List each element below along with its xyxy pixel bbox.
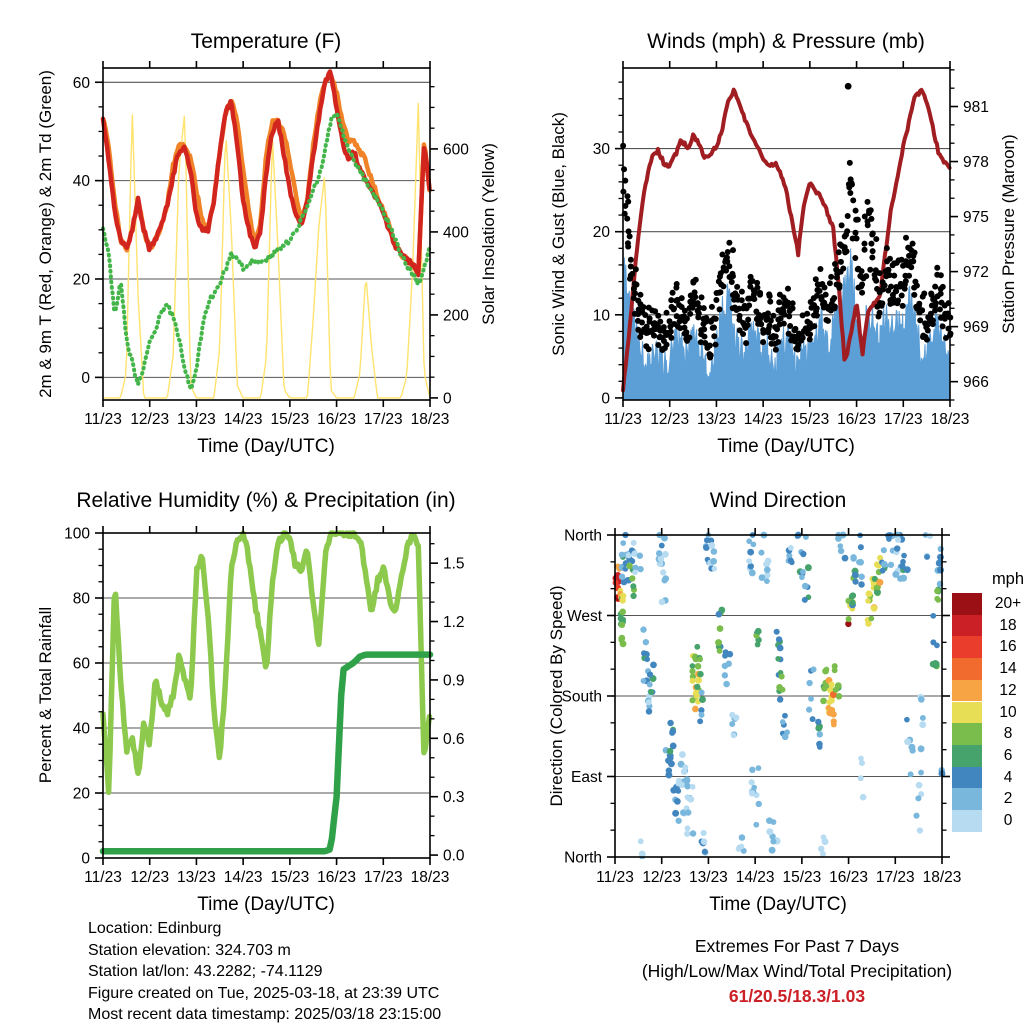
- svg-text:13/23: 13/23: [697, 411, 736, 428]
- svg-text:14/23: 14/23: [735, 869, 775, 886]
- svg-text:981: 981: [963, 99, 989, 117]
- legend-label-6: 6: [1003, 746, 1013, 764]
- svg-text:969: 969: [963, 319, 989, 337]
- svg-text:975: 975: [963, 209, 989, 227]
- svg-text:20: 20: [72, 271, 90, 289]
- svg-text:60: 60: [72, 655, 90, 673]
- svg-text:10: 10: [592, 307, 610, 325]
- footer-location: Location: Edinburg: [88, 920, 222, 937]
- svg-text:0.6: 0.6: [443, 730, 465, 748]
- svg-text:600: 600: [443, 141, 469, 159]
- svg-text:60: 60: [72, 74, 90, 92]
- y-label-direction-left: Direction (Colored By Speed): [547, 585, 566, 807]
- x-axis-title-temperature: Time (Day/UTC): [197, 436, 335, 457]
- svg-text:20: 20: [592, 224, 610, 242]
- extremes-subtitle: (High/Low/Max Wind/Total Precipitation): [641, 961, 953, 981]
- svg-text:14/23: 14/23: [223, 869, 263, 886]
- legend-label-2: 2: [1003, 790, 1013, 808]
- svg-text:18/23: 18/23: [410, 411, 450, 428]
- station-footer: [88, 918, 441, 1024]
- legend-swatch-20+: [952, 593, 982, 615]
- svg-text:18/23: 18/23: [922, 869, 962, 886]
- chart-title-winds: Winds (mph) & Pressure (mb): [647, 30, 925, 53]
- svg-text:100: 100: [64, 525, 90, 543]
- svg-text:1.5: 1.5: [443, 555, 465, 573]
- svg-text:North: North: [564, 527, 602, 545]
- svg-text:13/23: 13/23: [177, 411, 216, 428]
- svg-text:966: 966: [963, 374, 989, 392]
- y-label-pressure-right: Station Pressure (Maroon): [999, 134, 1018, 334]
- svg-text:16/23: 16/23: [317, 869, 356, 886]
- svg-text:30: 30: [592, 141, 610, 159]
- svg-text:1.2: 1.2: [443, 614, 465, 632]
- svg-text:North: North: [564, 849, 602, 867]
- svg-text:20: 20: [72, 785, 90, 803]
- svg-text:0: 0: [601, 390, 610, 408]
- legend-label-0: 0: [1003, 812, 1013, 829]
- svg-text:12/23: 12/23: [130, 869, 170, 886]
- svg-text:17/23: 17/23: [875, 869, 915, 886]
- legend-swatch-2: [952, 788, 982, 810]
- temperature-series: [103, 72, 430, 398]
- legend-swatch-18: [952, 615, 982, 637]
- svg-text:15/23: 15/23: [270, 869, 310, 886]
- legend-swatch-8: [952, 723, 982, 745]
- wind-direction-chart: [561, 528, 961, 887]
- legend-swatch-4: [952, 767, 982, 789]
- series-total-rainfall: [103, 655, 430, 852]
- legend-label-14: 14: [999, 660, 1017, 678]
- legend-label-8: 8: [1003, 725, 1013, 743]
- extremes-title: Extremes For Past 7 Days: [694, 936, 900, 956]
- legend-swatch-14: [952, 658, 982, 680]
- svg-text:16/23: 16/23: [829, 869, 868, 886]
- svg-text:0.9: 0.9: [443, 672, 465, 690]
- legend-label-4: 4: [1003, 768, 1013, 786]
- y-label-humidity-left: Percent & Total Rainfall: [36, 606, 55, 784]
- svg-text:18/23: 18/23: [410, 869, 450, 886]
- svg-text:12/23: 12/23: [642, 869, 682, 886]
- humidity-precip-series: [103, 533, 430, 851]
- chart-title-humidity: Relative Humidity (%) & Precipitation (in): [76, 489, 456, 512]
- svg-text:16/23: 16/23: [837, 411, 876, 428]
- svg-text:18/23: 18/23: [930, 411, 970, 428]
- svg-text:17/23: 17/23: [363, 869, 403, 886]
- svg-text:14/23: 14/23: [743, 411, 783, 428]
- svg-text:13/23: 13/23: [689, 869, 728, 886]
- svg-text:40: 40: [72, 173, 90, 191]
- svg-text:East: East: [570, 769, 602, 786]
- svg-text:11/23: 11/23: [84, 869, 122, 886]
- svg-text:978: 978: [963, 154, 989, 172]
- svg-text:15/23: 15/23: [270, 411, 310, 428]
- series-2m-temp: [103, 72, 430, 276]
- svg-text:15/23: 15/23: [790, 411, 830, 428]
- y-label-temperature-left: 2m & 9m T (Red, Orange) & 2m Td (Green): [36, 70, 55, 398]
- svg-text:400: 400: [443, 224, 469, 242]
- svg-text:0: 0: [443, 390, 452, 408]
- footer-timestamp: Most recent data timestamp: 2025/03/18 23:15:00: [88, 1006, 442, 1023]
- svg-text:11/23: 11/23: [84, 411, 122, 428]
- y-label-wind-left: Sonic Wind & Gust (Blue, Black): [549, 112, 568, 356]
- svg-text:14/23: 14/23: [223, 411, 263, 428]
- extremes-block: [547, 934, 1024, 1009]
- temperature-chart: [73, 61, 469, 428]
- x-axis-title-winds: Time (Day/UTC): [717, 436, 855, 457]
- svg-text:12/23: 12/23: [650, 411, 690, 428]
- legend-swatch-16: [952, 636, 982, 658]
- extremes-values: 61/20.5/18.3/1.03: [728, 986, 866, 1006]
- winds-pressure-series: [620, 83, 953, 400]
- svg-text:12/23: 12/23: [130, 411, 170, 428]
- legend-label-20+: 20+: [994, 595, 1022, 612]
- x-axis-title-direction: Time (Day/UTC): [709, 894, 847, 915]
- humidity-precip-chart: [64, 526, 465, 887]
- footer-elevation: Station elevation: 324.703 m: [88, 941, 291, 959]
- legend-label-18: 18: [999, 616, 1017, 634]
- svg-text:17/23: 17/23: [883, 411, 923, 428]
- chart-title-temperature: Temperature (F): [190, 30, 342, 53]
- svg-text:15/23: 15/23: [782, 869, 822, 886]
- winds-pressure-chart: [593, 61, 989, 428]
- svg-text:0: 0: [81, 369, 90, 387]
- svg-text:0.0: 0.0: [443, 847, 465, 865]
- svg-text:80: 80: [72, 590, 90, 608]
- svg-text:West: West: [566, 608, 602, 625]
- footer-created: Figure created on Tue, 2025-03-18, at 23:39 UTC: [88, 984, 440, 1002]
- legend-swatch-10: [952, 702, 982, 724]
- svg-text:40: 40: [72, 720, 90, 738]
- footer-latlon: Station lat/lon: 43.2282; -74.1129: [88, 963, 323, 980]
- svg-text:0.3: 0.3: [443, 789, 465, 807]
- legend-label-12: 12: [999, 681, 1017, 699]
- svg-text:11/23: 11/23: [604, 411, 642, 428]
- svg-text:972: 972: [963, 264, 989, 282]
- legend-title: mph: [991, 570, 1024, 588]
- svg-text:17/23: 17/23: [363, 411, 403, 428]
- svg-text:13/23: 13/23: [177, 869, 216, 886]
- svg-text:200: 200: [443, 307, 469, 325]
- legend-label-10: 10: [999, 703, 1017, 721]
- x-axis-title-humidity: Time (Day/UTC): [197, 894, 335, 915]
- chart-title-wind-direction: Wind Direction: [709, 489, 847, 512]
- y-label-solar-right: Solar Insolation (Yellow): [479, 143, 498, 325]
- legend-swatch-12: [952, 680, 982, 702]
- legend-swatch-6: [952, 745, 982, 767]
- legend-swatch-0: [952, 810, 982, 832]
- svg-text:South: South: [561, 688, 602, 706]
- svg-text:16/23: 16/23: [317, 411, 356, 428]
- svg-text:11/23: 11/23: [596, 869, 634, 886]
- legend-label-16: 16: [999, 638, 1017, 656]
- svg-text:0: 0: [81, 850, 90, 868]
